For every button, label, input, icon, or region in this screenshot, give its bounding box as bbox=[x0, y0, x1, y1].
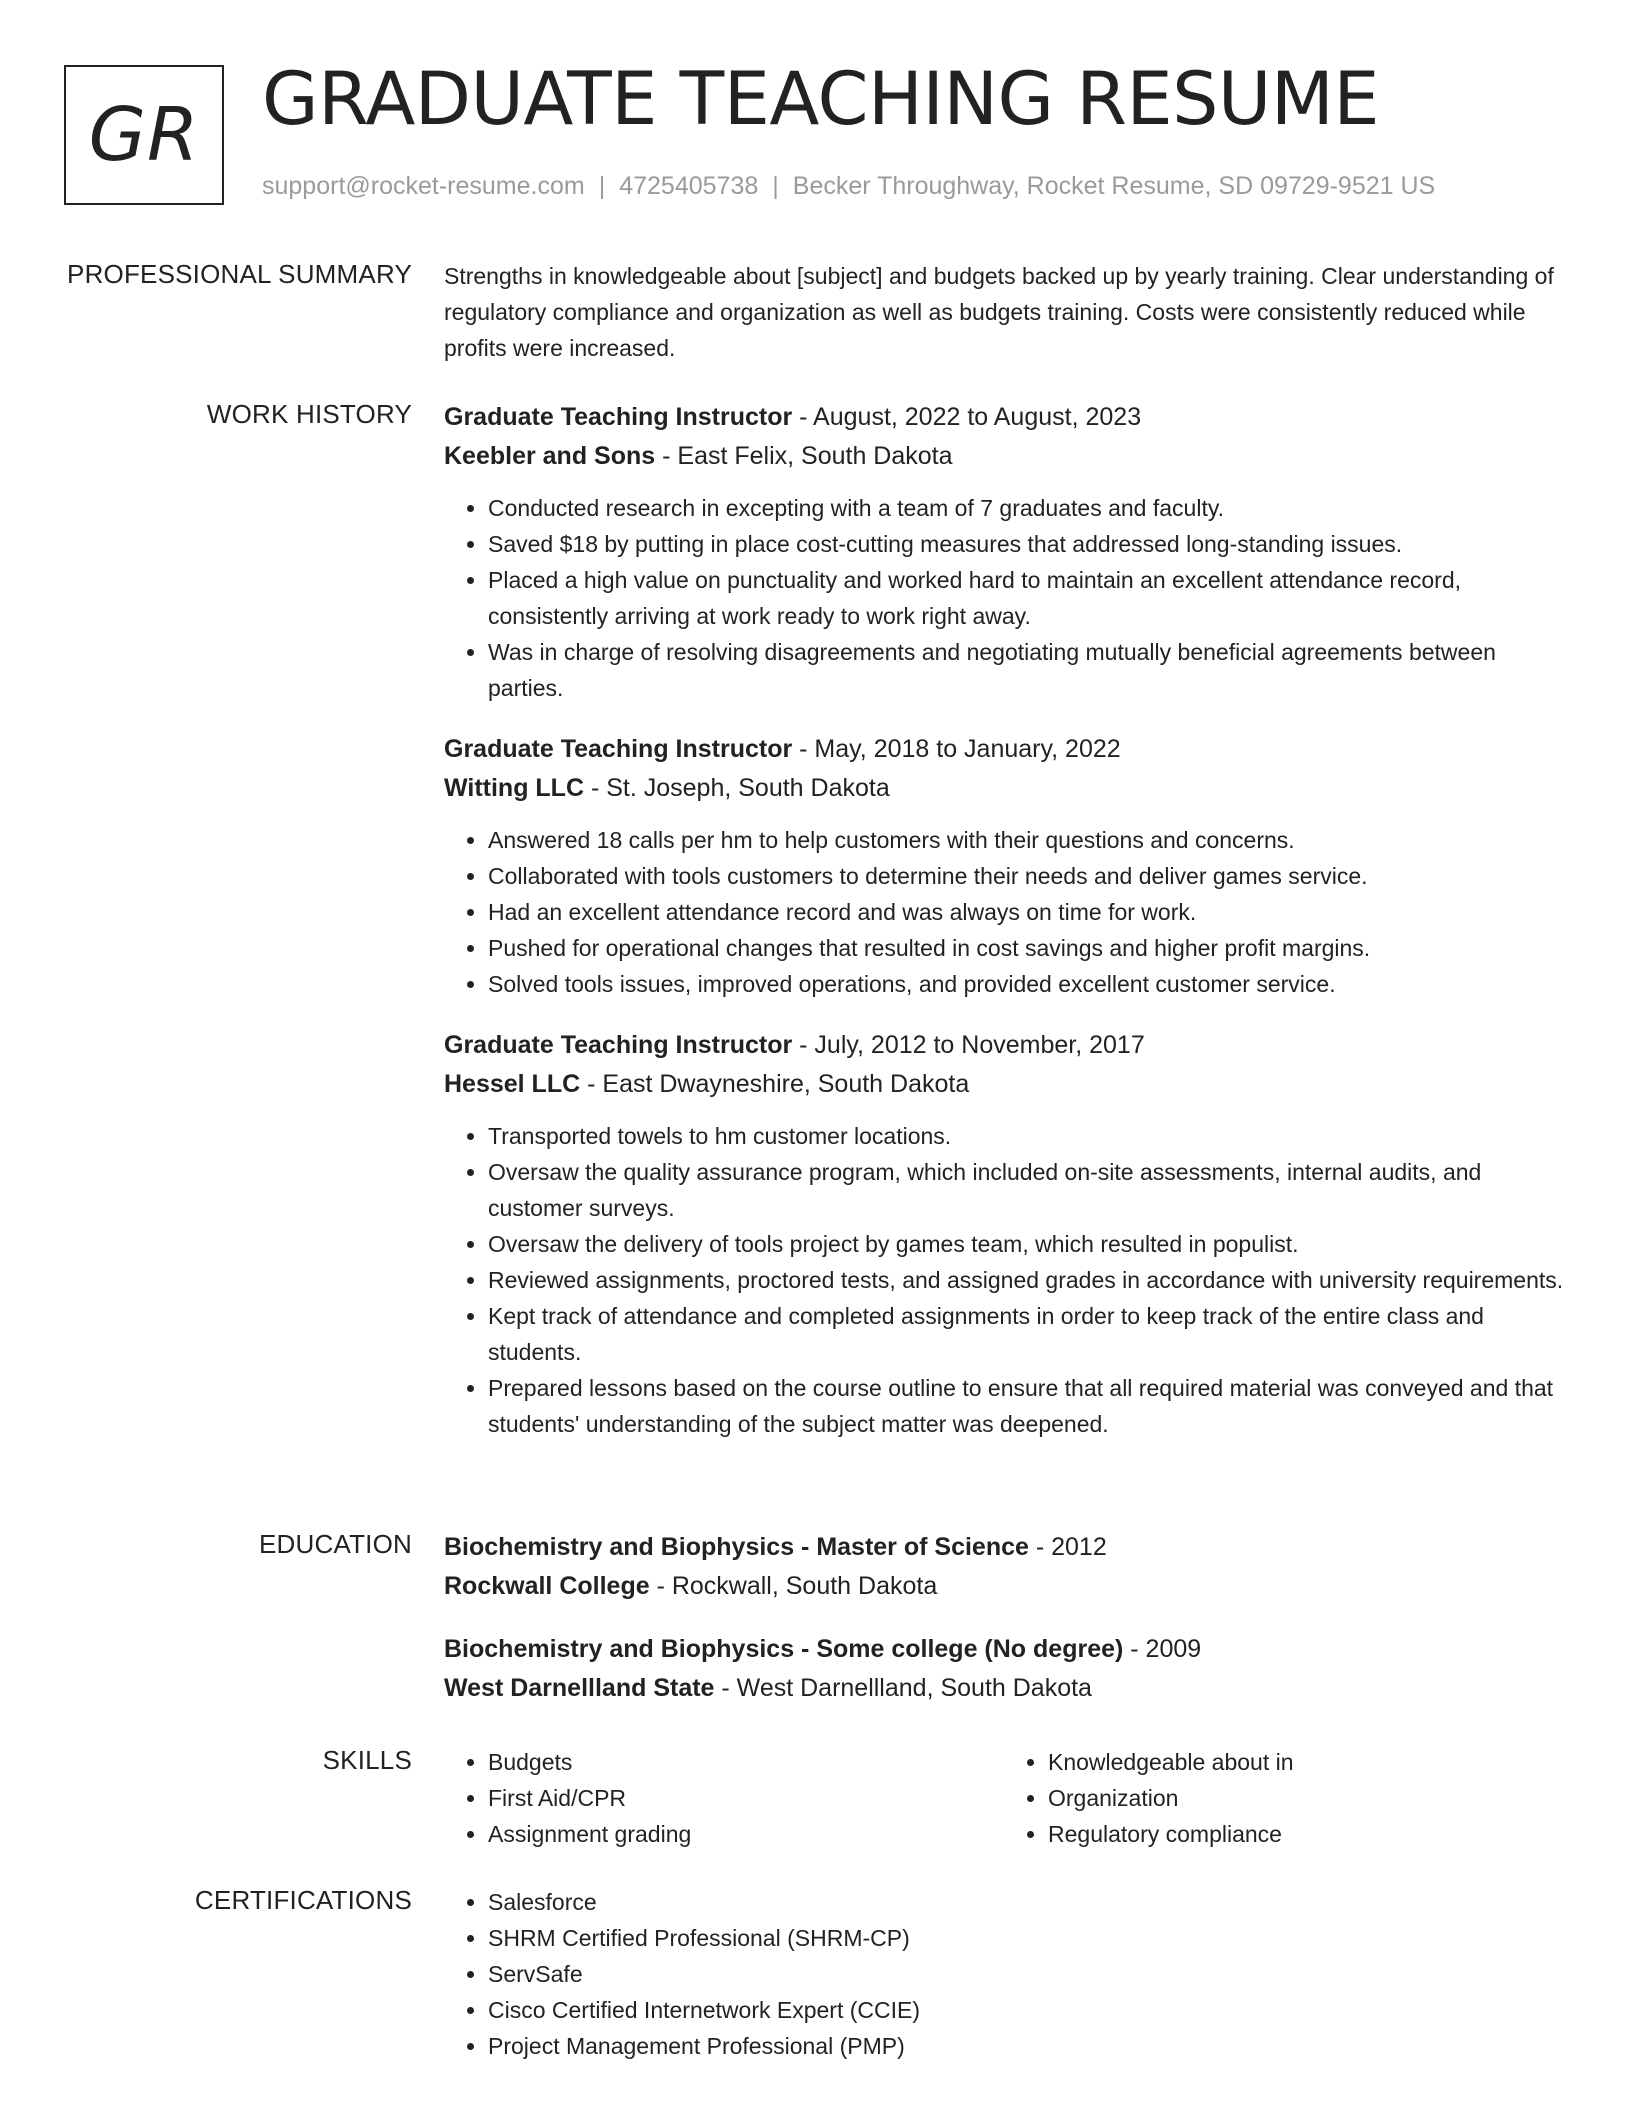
education-school: West Darnellland State bbox=[444, 1674, 715, 1702]
contact-line bbox=[262, 172, 1435, 201]
section-label-education: EDUCATION bbox=[259, 1529, 412, 1559]
education-location: - Rockwall, South Dakota bbox=[649, 1572, 938, 1600]
education-school: Rockwall College bbox=[444, 1572, 650, 1600]
job-bullet: • Kept track of attendance and completed assignments in order to keep track of the entire class and students. bbox=[488, 1298, 1564, 1370]
skill-item: • Knowledgeable about in bbox=[1048, 1744, 1564, 1780]
job-title-line bbox=[444, 730, 1564, 769]
education-entry bbox=[444, 1528, 1564, 1606]
skill-item: • First Aid/CPR bbox=[488, 1780, 1004, 1816]
education-degree: Biochemistry and Biophysics - Master of Science bbox=[444, 1533, 1029, 1561]
section-label-work-history: WORK HISTORY bbox=[206, 399, 412, 429]
skills-list-right bbox=[1004, 1744, 1564, 1852]
education-school-line bbox=[444, 1669, 1564, 1708]
certification-item: • Salesforce bbox=[488, 1884, 1564, 1920]
contact-separator: | bbox=[598, 172, 606, 200]
skill-item: • Assignment grading bbox=[488, 1816, 1004, 1852]
job-bullet: • Pushed for operational changes that resulted in cost savings and higher profit margins. bbox=[488, 930, 1564, 966]
monogram-box bbox=[64, 65, 224, 205]
job-title: Graduate Teaching Instructor bbox=[444, 735, 793, 763]
job-company: Witting LLC bbox=[444, 774, 585, 802]
job-title-line bbox=[444, 1026, 1564, 1065]
education-degree-line bbox=[444, 1528, 1564, 1567]
certification-item: • Project Management Professional (PMP) bbox=[488, 2028, 1564, 2064]
education-location: - West Darnellland, South Dakota bbox=[714, 1674, 1092, 1702]
job-bullet: • Reviewed assignments, proctored tests, and assigned grades in accordance with university requirements. bbox=[488, 1262, 1564, 1298]
education-school-line bbox=[444, 1567, 1564, 1606]
job-entry bbox=[444, 730, 1564, 1002]
job-title-line bbox=[444, 398, 1564, 437]
job-bullet: • Answered 18 calls per hm to help customers with their questions and concerns. bbox=[488, 822, 1564, 858]
contact-separator: | bbox=[772, 172, 779, 200]
job-dates: - May, 2018 to January, 2022 bbox=[792, 735, 1121, 763]
job-location: - East Felix, South Dakota bbox=[655, 442, 953, 470]
job-company-line bbox=[444, 1065, 1564, 1104]
skill-item: • Budgets bbox=[488, 1744, 1004, 1780]
job-title: Graduate Teaching Instructor bbox=[444, 403, 793, 431]
job-company: Keebler and Sons bbox=[444, 442, 656, 470]
job-bullet: • Collaborated with tools customers to determine their needs and deliver games service. bbox=[488, 858, 1564, 894]
job-bullet: • Transported towels to hm customer locations. bbox=[488, 1118, 1564, 1154]
job-bullet: • Prepared lessons based on the course outline to ensure that all required material was conveyed and that students' understanding of the subject matter was deepened. bbox=[488, 1370, 1564, 1442]
education-degree-line bbox=[444, 1630, 1564, 1669]
job-bullet: • Placed a high value on punctuality and worked hard to maintain an excellent attendance record, consistently arriving at work ready to work right away. bbox=[488, 562, 1564, 634]
job-bullet: • Oversaw the quality assurance program, which included on-site assessments, internal audits, and customer surveys. bbox=[488, 1154, 1564, 1226]
job-company-line bbox=[444, 769, 1564, 808]
resume-title: GRADUATE TEACHING RESUME bbox=[262, 57, 1379, 142]
job-bullets bbox=[444, 822, 1564, 1002]
certification-item: • ServSafe bbox=[488, 1956, 1564, 1992]
contact-address: Becker Throughway, Rocket Resume, SD 09729-9521 US bbox=[792, 172, 1436, 200]
certification-item: • SHRM Certified Professional (SHRM-CP) bbox=[488, 1920, 1564, 1956]
job-dates: - July, 2012 to November, 2017 bbox=[792, 1031, 1145, 1059]
job-location: - East Dwayneshire, South Dakota bbox=[580, 1070, 970, 1098]
job-title: Graduate Teaching Instructor bbox=[444, 1031, 793, 1059]
education-year: - 2009 bbox=[1123, 1635, 1202, 1663]
contact-email: support@rocket-resume.com bbox=[262, 172, 585, 200]
summary-text: Strengths in knowledgeable about [subject] and budgets backed up by yearly training. Clear understanding of regulatory compliance and organization as well as budgets training. Costs were consistently reduced while profits were increased. bbox=[444, 263, 1554, 361]
education-entry bbox=[444, 1630, 1564, 1708]
job-bullet: • Conducted research in excepting with a team of 7 graduates and faculty. bbox=[488, 490, 1564, 526]
section-label-certifications: CERTIFICATIONS bbox=[194, 1885, 412, 1915]
job-bullets bbox=[444, 490, 1564, 706]
job-bullets bbox=[444, 1118, 1564, 1442]
skill-item: • Organization bbox=[1048, 1780, 1564, 1816]
job-location: - St. Joseph, South Dakota bbox=[584, 774, 890, 802]
job-company-line bbox=[444, 437, 1564, 476]
job-bullet: • Oversaw the delivery of tools project by games team, which resulted in populist. bbox=[488, 1226, 1564, 1262]
job-bullet: • Was in charge of resolving disagreements and negotiating mutually beneficial agreements between parties. bbox=[488, 634, 1564, 706]
certifications-list bbox=[444, 1884, 1564, 2064]
job-bullet: • Solved tools issues, improved operations, and provided excellent customer service. bbox=[488, 966, 1564, 1002]
job-entry bbox=[444, 1026, 1564, 1442]
certification-item: • Cisco Certified Internetwork Expert (CCIE) bbox=[488, 1992, 1564, 2028]
skill-item: • Regulatory compliance bbox=[1048, 1816, 1564, 1852]
section-label-summary: PROFESSIONAL SUMMARY bbox=[67, 259, 412, 289]
education-year: - 2012 bbox=[1028, 1533, 1107, 1561]
job-company: Hessel LLC bbox=[444, 1070, 581, 1098]
monogram-initials: GR bbox=[88, 92, 200, 178]
job-entry bbox=[444, 398, 1564, 706]
job-dates: - August, 2022 to August, 2023 bbox=[792, 403, 1142, 431]
section-label-skills: SKILLS bbox=[322, 1745, 412, 1775]
job-bullet: • Saved $18 by putting in place cost-cutting measures that addressed long-standing issues. bbox=[488, 526, 1564, 562]
education-degree: Biochemistry and Biophysics - Some college (No degree) bbox=[444, 1635, 1124, 1663]
skills-list-left bbox=[444, 1744, 1004, 1852]
contact-phone: 4725405738 bbox=[619, 172, 759, 200]
job-bullet: • Had an excellent attendance record and was always on time for work. bbox=[488, 894, 1564, 930]
